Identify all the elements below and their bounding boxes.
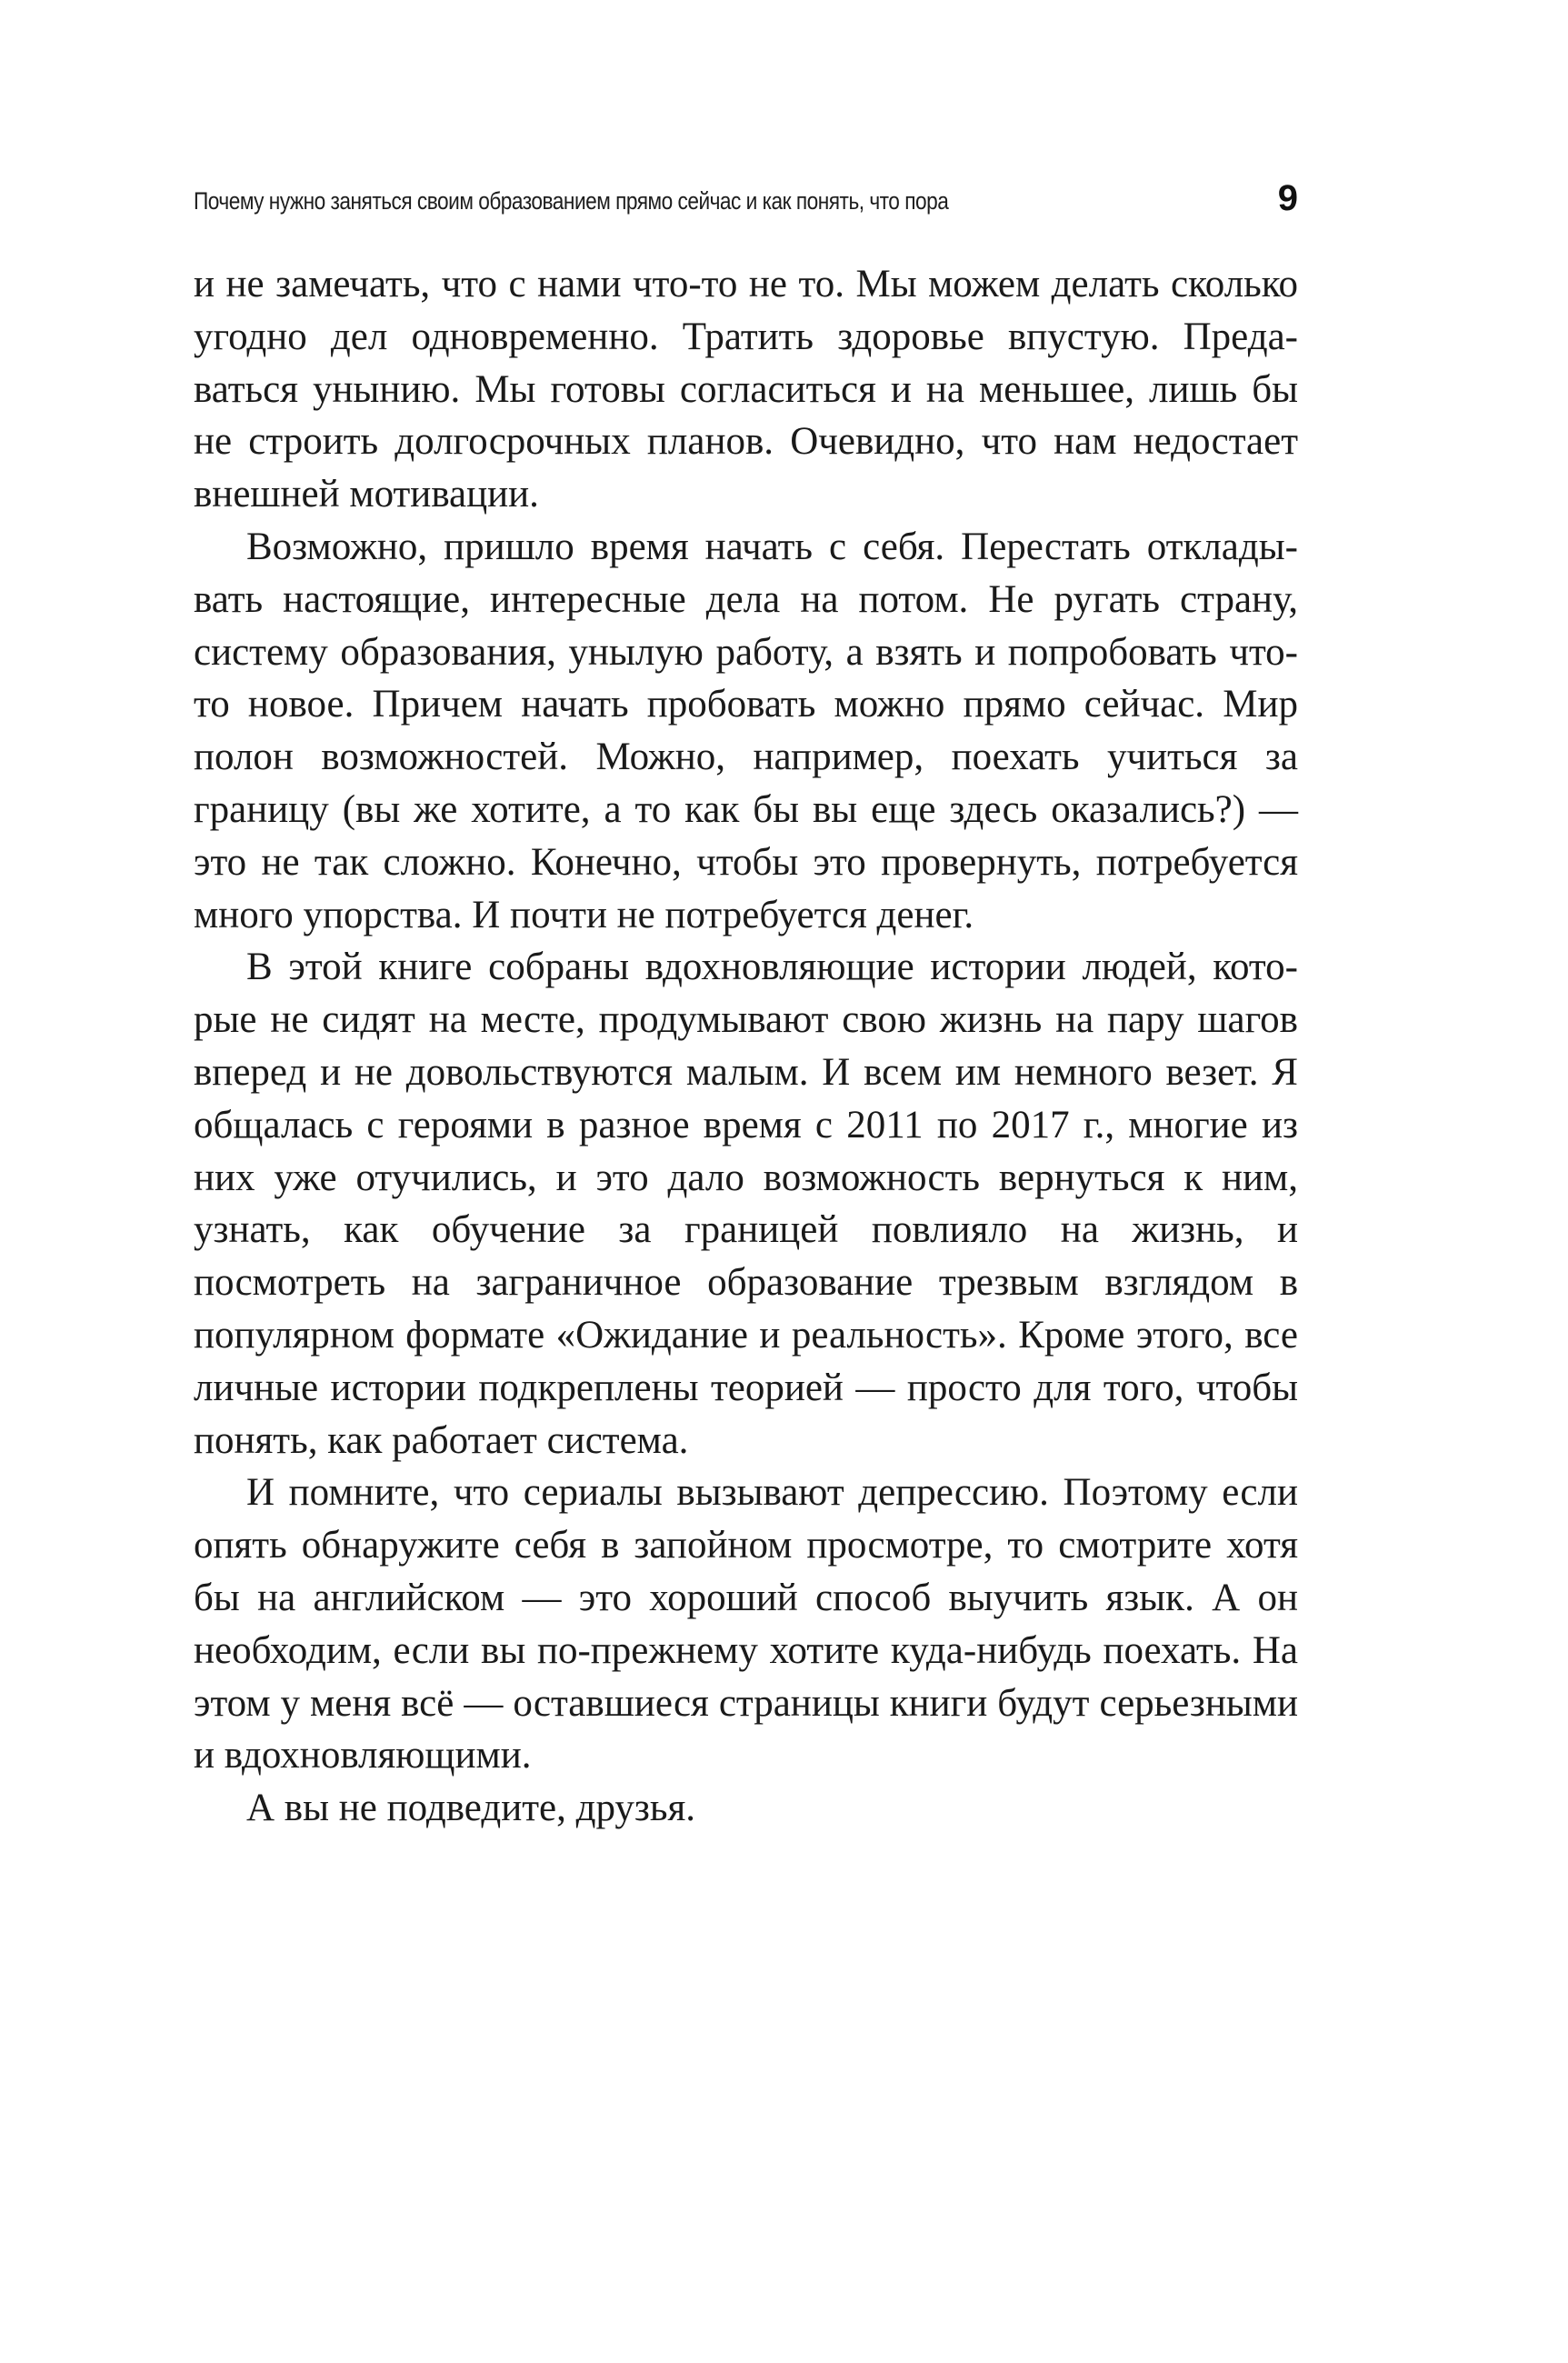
paragraph-continuation: и не замечать, что с нами что-то не то. Мы можем делать сколько угодно дел одновременно. Тратить здоровье впустую. Предаваться унынию. Мы готовы согласиться и на меньшее, лишь бы не строить долгосрочных планов. Очевидно, что нам недостает внешней мотивации. (194, 263, 1298, 516)
page-number: 9 (1277, 178, 1298, 218)
paragraph-closing: А вы не подведите, друзья. (246, 1787, 696, 1830)
paragraph: И помните, что сериалы вызывают депрессию. Поэтому если опять обнаружите себя в запойном просмотре, то смотрите хотя бы на английском — это хороший способ выучить язык. А он необходим, если вы по-прежнему хотите куда-нибудь поехать. На этом у меня всё — оставшиеся страницы книги будут серьезными и вдохновляющими. (194, 1471, 1298, 1777)
paragraph: В этой книге собраны вдохновляющие истории людей, которые не сидят на месте, продумывают свою жизнь на пару шагов вперед и не довольствуются малым. И всем им немного везет. Я общалась с героями в разное время с 2011 по 2017 г., многие из них уже отучились, и это дало возможность вернуться к ним, узнать, как обучение за границей повлияло на жизнь, и посмотреть на заграничное образование трезвым взглядом в популярном формате «Ожидание и реальность». Кроме этого, все личные истории подкреплены теорией — просто для того, чтобы понять, как работает система. (194, 946, 1298, 1462)
paragraph: Возможно, пришло время начать с себя. Перестать откладывать настоящие, интересные дела на потом. Не ругать страну, систему образования, унылую работу, а взять и попробовать что-то новое. Причем начать пробовать можно прямо сейчас. Мир полон возможностей. Можно, например, поехать учиться за границу (вы же хотите, а то как бы вы еще здесь оказались?) — это не так сложно. Конечно, чтобы это провернуть, потребуется много упорства. И почти не потребуется денег. (194, 525, 1298, 936)
running-header (194, 178, 1298, 222)
body-text (194, 258, 1298, 1835)
running-title: Почему нужно заняться своим образованием прямо сейчас и как понять, что пора (194, 187, 949, 215)
